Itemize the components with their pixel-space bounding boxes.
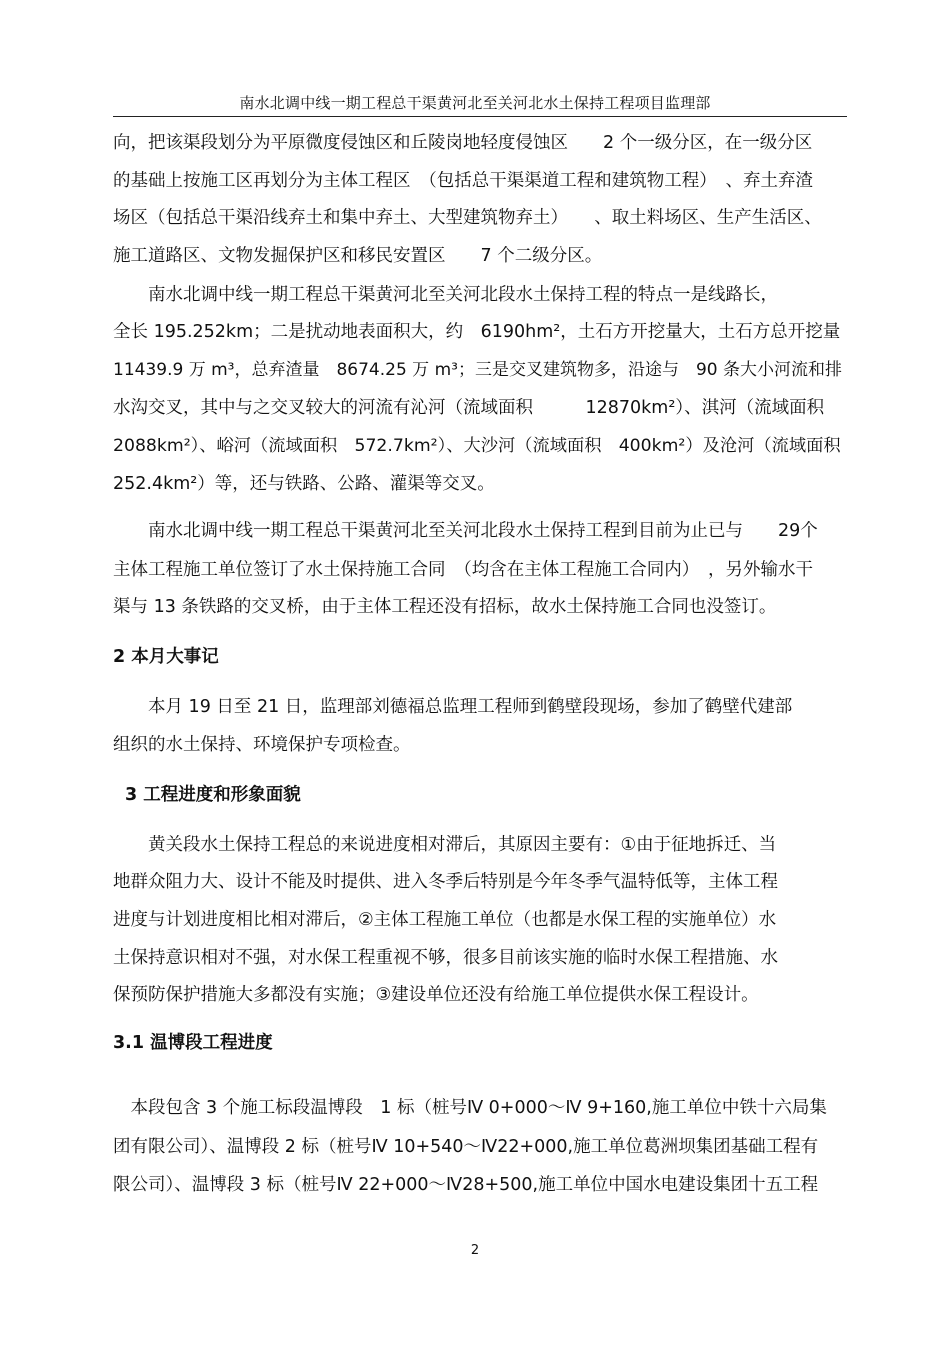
section-heading-3: 3 工程进度和形象面貌 xyxy=(125,785,301,805)
text-line: 本月 19 日至 21 日，监理部刘德福总监理工程师到鹤壁段现场，参加了鹤壁代建部 xyxy=(113,697,793,717)
section-heading-2: 2 本月大事记 xyxy=(113,647,219,667)
page-number: 2 xyxy=(470,1243,480,1258)
text-line: 黄关段水土保持工程总的来说进度相对滞后，其原因主要有：①由于征地拆迁、当 xyxy=(113,835,777,855)
text-line: 土保持意识相对不强，对水保工程重视不够，很多目前该实施的临时水保工程措施、水 xyxy=(113,948,778,968)
text-line: 水沟交叉，其中与之交叉较大的河流有沁河（流域面积 12870km²）、淇河（流域面积 xyxy=(113,398,825,418)
text-line: 的基础上按施工区再划分为主体工程区 （包括总干渠渠道工程和建筑物工程） 、弃土弃渣 xyxy=(113,171,813,191)
text-line: 南水北调中线一期工程总干渠黄河北至关河北段水土保持工程到目前为止已与 29个 xyxy=(113,521,818,541)
text-line: 主体工程施工单位签订了水土保持施工合同 （均含在主体工程施工合同内） ，另外输水干 xyxy=(113,560,813,580)
text-line: 限公司）、温博段 3 标（桩号Ⅳ 22+000～Ⅳ28+500,施工单位中国水电建设集团十五工程 xyxy=(113,1175,819,1195)
text-line: 向，把该渠段划分为平原微度侵蚀区和丘陵岗地轻度侵蚀区 2 个一级分区，在一级分区 xyxy=(113,133,813,153)
text-line: 南水北调中线一期工程总干渠黄河北至关河北段水土保持工程的特点一是线路长， xyxy=(113,285,778,305)
text-line: 保预防保护措施大多都没有实施；③建设单位还没有给施工单位提供水保工程设计。 xyxy=(113,985,759,1005)
text-line: 本段包含 3 个施工标段温博段 1 标（桩号Ⅳ 0+000～Ⅳ 9+160,施工单位中铁十六局集 xyxy=(113,1098,827,1118)
text-line: 11439.9 万 m³，总弃渣量 8674.25 万 m³；三是交叉建筑物多，沿途与 90 条大小河流和排 xyxy=(113,360,842,380)
text-line: 进度与计划进度相比相对滞后，②主体工程施工单位（也都是水保工程的实施单位）水 xyxy=(113,910,777,930)
page-header: 南水北调中线一期工程总干渠黄河北至关河北水土保持工程项目监理部 xyxy=(239,94,711,112)
text-line: 全长 195.252km；二是扰动地表面积大，约 6190hm²，土石方开挖量大，土石方总开挖量 xyxy=(113,322,841,342)
text-line: 场区（包括总干渠沿线弃土和集中弃土、大型建筑物弃土） 、取土料场区、生产生活区、 xyxy=(113,208,822,228)
text-line: 渠与 13 条铁路的交叉桥，由于主体工程还没有招标，故水土保持施工合同也没签订。 xyxy=(113,597,777,617)
text-line: 252.4km²）等，还与铁路、公路、灌渠等交叉。 xyxy=(113,474,495,494)
text-line: 团有限公司）、温博段 2 标（桩号Ⅳ 10+540～Ⅳ22+000,施工单位葛洲坝集团基础工程有 xyxy=(113,1137,819,1157)
text-line: 地群众阻力大、设计不能及时提供、进入冬季后特别是今年冬季气温特低等，主体工程 xyxy=(113,872,778,892)
text-line: 2088km²）、峪河（流域面积 572.7km²）、大沙河（流域面积 400km²）及沧河（流域面积 xyxy=(113,436,841,456)
text-line: 施工道路区、文物发掘保护区和移民安置区 7 个二级分区。 xyxy=(113,246,603,266)
section-heading-3-1: 3.1 温博段工程进度 xyxy=(113,1033,273,1053)
text-line: 组织的水土保持、环境保护专项检查。 xyxy=(113,735,411,755)
header-rule xyxy=(113,116,847,117)
